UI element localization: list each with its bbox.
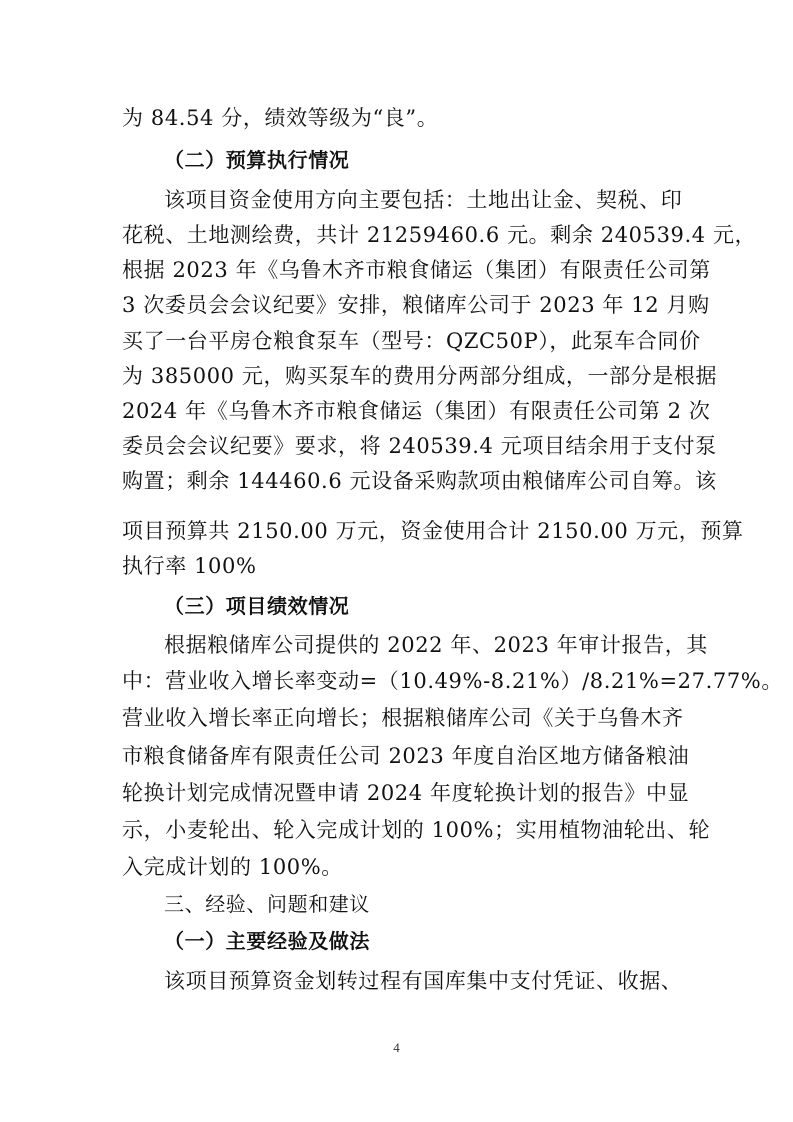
paragraph-line: 买了一台平房仓粮食泵车（型号：QZC50P），此泵车合同价 bbox=[122, 329, 701, 353]
paragraph-line: 项目预算共 2150.00 万元，资金使用合计 2150.00 万元，预算 bbox=[122, 519, 744, 543]
paragraph-line: 购置；剩余 144460.6 元设备采购款项由粮储库公司自筹。该 bbox=[122, 469, 717, 493]
paragraph-line: 为 385000 元，购买泵车的费用分两部分组成，一部分是根据 bbox=[122, 364, 718, 388]
paragraph-line: 轮换计划完成情况暨申请 2024 年度轮换计划的报告》中显 bbox=[122, 781, 690, 805]
paragraph-line: 3 次委员会会议纪要》安排，粮储库公司于 2023 年 12 月购 bbox=[122, 293, 710, 317]
paragraph-line: 示，小麦轮出、轮入完成计划的 100%；实用植物油轮出、轮 bbox=[122, 818, 711, 842]
paragraph-line: 入完成计划的 100%。 bbox=[122, 855, 343, 879]
paragraph-line: 执行率 100% bbox=[122, 554, 257, 578]
section-heading-performance: （三）项目绩效情况 bbox=[164, 594, 350, 618]
paragraph-line: 该项目资金使用方向主要包括：土地出让金、契税、印 bbox=[164, 188, 683, 212]
page-number: 4 bbox=[393, 1040, 400, 1055]
paragraph-line: 委员会会议纪要》要求，将 240539.4 元项目结余用于支付泵 bbox=[122, 434, 717, 458]
section-heading-budget-execution: （二）预算执行情况 bbox=[164, 148, 350, 172]
paragraph-line: 根据粮储库公司提供的 2022 年、2023 年审计报告，其 bbox=[164, 633, 708, 657]
section-heading-experience: 三、经验、问题和建议 bbox=[164, 892, 370, 916]
paragraph-line: 市粮食储备库有限责任公司 2023 年度自治区地方储备粮油 bbox=[122, 744, 690, 768]
paragraph-line: 花税、土地测绘费，共计 21259460.6 元。剩余 240539.4 元， bbox=[122, 223, 757, 247]
paragraph-line: 营业收入增长率正向增长；根据粮储库公司《关于乌鲁木齐 bbox=[122, 706, 684, 730]
paragraph-line: 中：营业收入增长率变动=（10.49%-8.21%）/8.21%=27.77%。 bbox=[122, 669, 783, 693]
paragraph-line: 该项目预算资金划转过程有国库集中支付凭证、收据、 bbox=[164, 969, 683, 993]
subsection-heading-main-experience: （一）主要经验及做法 bbox=[164, 929, 370, 953]
paragraph-line: 为 84.54 分，绩效等级为“良”。 bbox=[122, 106, 439, 130]
paragraph-line: 2024 年《乌鲁木齐市粮食储运（集团）有限责任公司第 2 次 bbox=[122, 399, 711, 423]
paragraph-line: 根据 2023 年《乌鲁木齐市粮食储运（集团）有限责任公司第 bbox=[122, 258, 711, 282]
